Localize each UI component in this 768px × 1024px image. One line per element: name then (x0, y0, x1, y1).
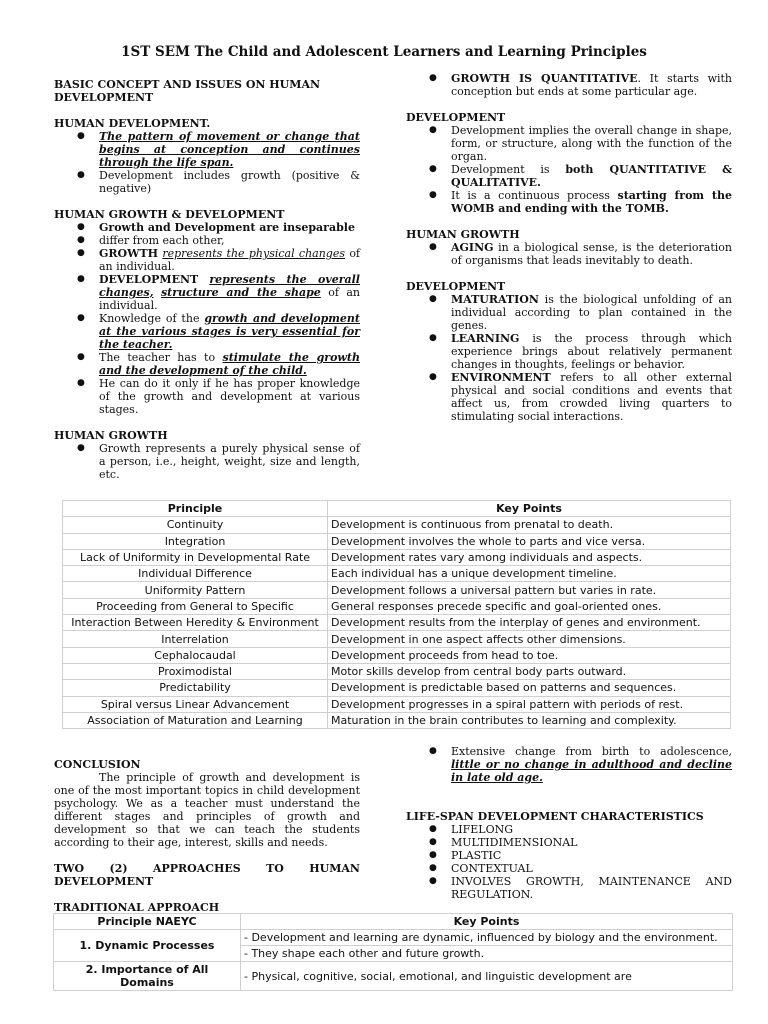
list-item: ● DEVELOPMENT represents the overall changes, structure and the shape of an individual. (54, 273, 360, 312)
table-row (63, 712, 731, 728)
key-point-cell: - Physical, cognitive, social, emotional, and linguistic development are (241, 962, 733, 991)
principle-cell: Uniformity Pattern (63, 582, 328, 598)
table-row (63, 533, 731, 549)
heading-human-growth-2: HUMAN GROWTH (406, 228, 520, 241)
column-header-principle-naeyc: Principle NAEYC (54, 914, 241, 930)
table-row (63, 647, 731, 663)
human-growth-list (54, 442, 360, 481)
key-point-cell: Development proceeds from head to toe. (328, 647, 731, 663)
table-row (63, 696, 731, 712)
principles-table (62, 500, 731, 729)
table-row (54, 930, 733, 946)
heading-life-span-characteristics: LIFE-SPAN DEVELOPMENT CHARACTERISTICS (406, 810, 704, 823)
list-item: ● GROWTH IS QUANTITATIVE. It starts with conception but ends at some particular age. (406, 72, 732, 98)
table-header-row (63, 501, 731, 517)
key-point-cell: Each individual has a unique development timeline. (328, 566, 731, 582)
heading-two-approaches: TWO (2) APPROACHES TO HUMAN DEVELOPMENT (54, 862, 360, 888)
key-point-cell: Development progresses in a spiral pattern with periods of rest. (328, 696, 731, 712)
extensive-change-list (406, 745, 732, 784)
list-item: ● MULTIDIMENSIONAL (406, 836, 732, 849)
key-point-cell: Development results from the interplay of genes and environment. (328, 615, 731, 631)
quantitative-list (406, 72, 732, 98)
list-item: ● ENVIRONMENT refers to all other external physical and social conditions and events that affect us, from crowded living quarters to stimulating social interactions. (406, 371, 732, 423)
principle-cell: Proceeding from General to Specific (63, 598, 328, 614)
principle-cell: Lack of Uniformity in Developmental Rate (63, 549, 328, 565)
table-row (54, 962, 733, 991)
table-row (63, 549, 731, 565)
list-item: ● Development is both QUANTITATIVE & QUALITATIVE. (406, 163, 732, 189)
right-column-top (406, 72, 732, 423)
principle-cell: 1. Dynamic Processes (54, 930, 241, 962)
key-point-cell: Development follows a universal pattern but varies in rate. (328, 582, 731, 598)
aging-list (406, 241, 732, 267)
key-point-cell: - They shape each other and future growth. (241, 946, 733, 962)
heading-development-2: DEVELOPMENT (406, 280, 506, 293)
key-point-cell: - Development and learning are dynamic, influenced by biology and the environment. (241, 930, 733, 946)
list-item: ● Growth and Development are inseparable (54, 221, 360, 234)
list-item: ● The teacher has to stimulate the growth and the development of the child. (54, 351, 360, 377)
list-item: ● PLASTIC (406, 849, 732, 862)
column-header-key-points: Key Points (328, 501, 731, 517)
heading-development-1: DEVELOPMENT (406, 111, 506, 124)
list-item: ● LEARNING is the process through which experience brings about relatively permanent changes in thoughts, feelings or behavior. (406, 332, 732, 371)
principle-cell: Predictability (63, 680, 328, 696)
heading-growth-development: HUMAN GROWTH & DEVELOPMENT (54, 208, 285, 221)
table-row (63, 582, 731, 598)
list-item: ● Development includes growth (positive & negative) (54, 169, 360, 195)
key-point-cell: Development in one aspect affects other dimensions. (328, 631, 731, 647)
heading-human-growth: HUMAN GROWTH (54, 429, 168, 442)
development-list-1 (406, 124, 732, 215)
list-item: ● LIFELONG (406, 823, 732, 836)
development-list-2 (406, 293, 732, 423)
list-item: ● The pattern of movement or change that begins at conception and continues through the life span. (54, 130, 360, 169)
list-item: ● CONTEXTUAL (406, 862, 732, 875)
right-column-bottom (406, 745, 732, 901)
left-column-bottom (54, 758, 360, 914)
list-item: ● GROWTH represents the physical changes of an individual. (54, 247, 360, 273)
principle-cell: Individual Difference (63, 566, 328, 582)
key-point-cell: Motor skills develop from central body parts outward. (328, 663, 731, 679)
principle-cell: 2. Importance of All Domains (54, 962, 241, 991)
list-item: ● Knowledge of the growth and development at the various stages is very essential for the teacher. (54, 312, 360, 351)
list-item: ● Growth represents a purely physical sense of a person, i.e., height, weight, size and length, etc. (54, 442, 360, 481)
list-item: ● differ from each other, (54, 234, 360, 247)
left-column-top (54, 78, 360, 481)
key-point-cell: General responses precede specific and goal-oriented ones. (328, 598, 731, 614)
table-row (63, 598, 731, 614)
list-item: ● It is a continuous process starting from the WOMB and ending with the TOMB. (406, 189, 732, 215)
heading-human-development: HUMAN DEVELOPMENT. (54, 117, 211, 130)
key-point-cell: Development involves the whole to parts and vice versa. (328, 533, 731, 549)
principle-cell: Interrelation (63, 631, 328, 647)
table-row (63, 566, 731, 582)
principle-cell: Integration (63, 533, 328, 549)
list-item: ● AGING in a biological sense, is the deterioration of organisms that leads inevitably to death. (406, 241, 732, 267)
key-point-cell: Development rates vary among individuals and aspects. (328, 549, 731, 565)
table-row (63, 517, 731, 533)
principle-cell: Association of Maturation and Learning (63, 712, 328, 728)
key-point-cell: Development is predictable based on patterns and sequences. (328, 680, 731, 696)
principle-cell: Continuity (63, 517, 328, 533)
conclusion-paragraph: The principle of growth and development is one of the most important topics in child development psychology. We as a teacher must understand the different stages and principles of growth and development so that we can teach the students according to their age, interest, skills and needs. (54, 771, 360, 849)
key-point-cell: Development is continuous from prenatal to death. (328, 517, 731, 533)
table-row (63, 680, 731, 696)
list-item: ● Development implies the overall change in shape, form, or structure, along with the function of the organ. (406, 124, 732, 163)
principle-cell: Proximodistal (63, 663, 328, 679)
list-item: ● Extensive change from birth to adolescence, little or no change in adulthood and decline in late old age. (406, 745, 732, 784)
table-row (63, 615, 731, 631)
table-row (63, 631, 731, 647)
principle-cell: Spiral versus Linear Advancement (63, 696, 328, 712)
page-title: 1ST SEM The Child and Adolescent Learners and Learning Principles (121, 44, 647, 60)
list-item: ● INVOLVES GROWTH, MAINTENANCE AND REGULATION. (406, 875, 732, 901)
list-item: ● MATURATION is the biological unfolding of an individual according to plan contained in the genes. (406, 293, 732, 332)
human-development-list (54, 130, 360, 195)
list-item: ● He can do it only if he has proper knowledge of the growth and development at various stages. (54, 377, 360, 416)
key-point-cell: Maturation in the brain contributes to learning and complexity. (328, 712, 731, 728)
heading-conclusion: CONCLUSION (54, 758, 141, 771)
heading-basic-concept: BASIC CONCEPT AND ISSUES ON HUMAN DEVELOPMENT (54, 78, 321, 104)
column-header-key-points: Key Points (241, 914, 733, 930)
principle-cell: Cephalocaudal (63, 647, 328, 663)
table-header-row (54, 914, 733, 930)
principle-cell: Interaction Between Heredity & Environment (63, 615, 328, 631)
table-row (63, 663, 731, 679)
growth-development-list (54, 221, 360, 416)
heading-traditional-approach: TRADITIONAL APPROACH (54, 901, 220, 914)
life-span-list (406, 823, 732, 901)
naeyc-table (53, 913, 733, 991)
column-header-principle: Principle (63, 501, 328, 517)
